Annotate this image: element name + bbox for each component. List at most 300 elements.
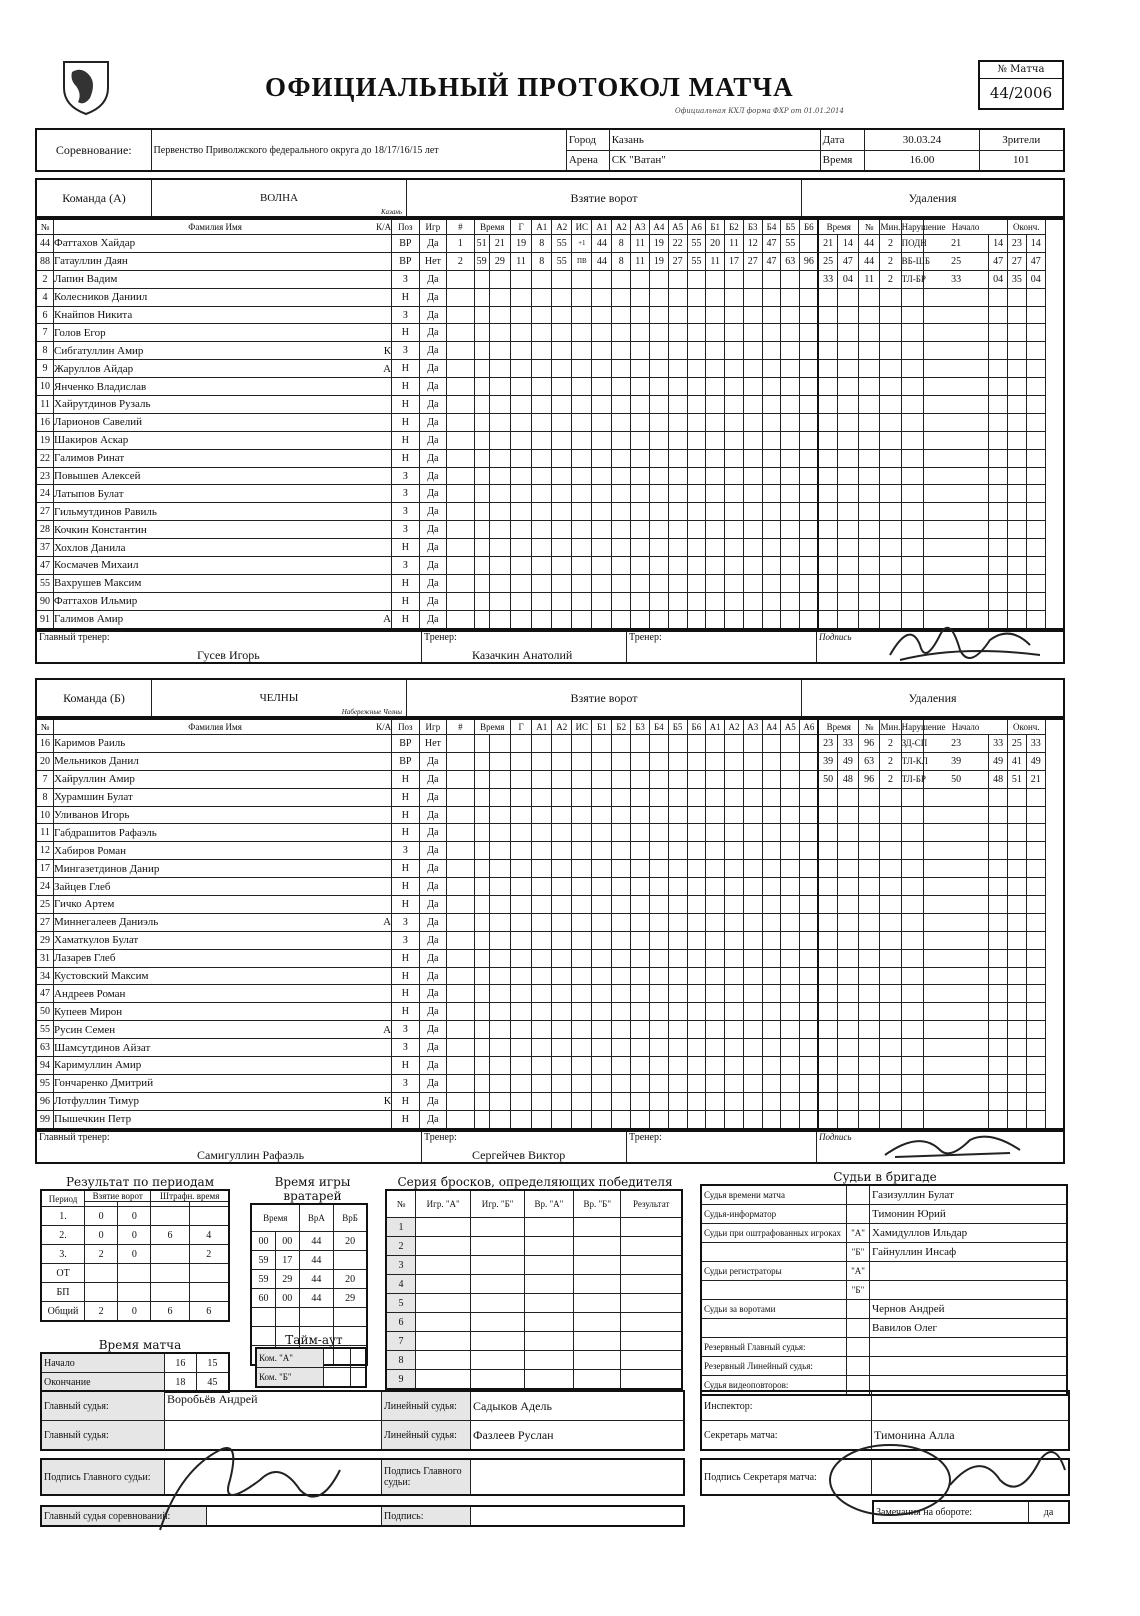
- goal-on-ice: [687, 467, 706, 485]
- goal-on-ice: [743, 931, 762, 949]
- referee-name: Чернов Андрей: [870, 1300, 1068, 1319]
- referee-name: [870, 1338, 1068, 1357]
- goal-on-ice: [631, 806, 650, 824]
- goal-on-ice: [743, 413, 762, 431]
- goal-on-ice: [612, 949, 631, 967]
- goal-on-ice: [631, 1021, 650, 1039]
- goalie-a-header: ВрА: [299, 1204, 334, 1232]
- goal-is: [572, 806, 592, 824]
- goal-on-ice: [687, 449, 706, 467]
- goal-ss: [489, 610, 510, 628]
- goal-on-ice: [743, 1074, 762, 1092]
- goal-on-ice: 47: [762, 235, 781, 253]
- goal-on-ice: [800, 270, 819, 288]
- player-name-cell: [54, 985, 392, 1003]
- goal-g: [510, 610, 531, 628]
- goal-on-ice: [706, 431, 725, 449]
- goal-a1: [532, 378, 552, 396]
- player-pos: З: [392, 557, 420, 575]
- goal-n: [447, 270, 475, 288]
- pen-start-ss: [989, 413, 1008, 431]
- goal-on-ice: 8: [612, 235, 631, 253]
- h-pen-min: Мин.: [880, 719, 901, 735]
- player-ka: А: [383, 613, 392, 626]
- goal-on-ice: [668, 396, 687, 414]
- goal-g: [510, 449, 531, 467]
- head-coach-name: Самигуллин Рафаэль: [197, 1147, 305, 1162]
- goal-on-ice: [706, 967, 725, 985]
- goal-on-ice: [612, 985, 631, 1003]
- pen-end-mm: [1008, 931, 1027, 949]
- goal-on-ice: 44: [592, 235, 612, 253]
- goal-on-ice: [649, 770, 668, 788]
- goal-n: [447, 985, 475, 1003]
- goal-is: [572, 878, 592, 896]
- goal-on-ice: [781, 396, 800, 414]
- team_b-header-bar: [35, 678, 1065, 718]
- goal-on-ice: [762, 1057, 781, 1075]
- goal-on-ice: [592, 1003, 612, 1021]
- player-play: Да: [419, 306, 447, 324]
- h-hash: #: [447, 719, 475, 735]
- goal-on-ice: [592, 449, 612, 467]
- goal-on-ice: [706, 770, 725, 788]
- goal-on-ice: [781, 574, 800, 592]
- referee-side: "Б": [847, 1281, 870, 1300]
- goal-g: [510, 574, 531, 592]
- pen-start-mm: [924, 324, 989, 342]
- goalie-ss: [275, 1308, 299, 1327]
- pen-start-mm: [924, 574, 989, 592]
- player-number: 27: [36, 913, 54, 931]
- goal-on-ice: [631, 1074, 650, 1092]
- goal-on-ice: [800, 503, 819, 521]
- match-start-label: Начало: [41, 1353, 165, 1373]
- goalie-a: [299, 1308, 334, 1327]
- period-name: ОТ: [41, 1264, 85, 1283]
- goal-a1: [532, 592, 552, 610]
- player-name-cell: [54, 413, 392, 431]
- form-subtitle: Официальная КХЛ форма ФХР от 01.01.2014: [675, 107, 844, 115]
- goal-on-ice: [668, 270, 687, 288]
- goal-ss: [489, 485, 510, 503]
- referee-role: Резервный Линейный судья:: [701, 1357, 847, 1376]
- pen-ss: 33: [837, 735, 858, 753]
- pen-ss: [837, 985, 858, 1003]
- period-pim-a: [151, 1283, 189, 1302]
- match-end-label: Окончание: [41, 1373, 165, 1393]
- coach-label: Тренер:: [424, 631, 457, 643]
- pen-inf: [901, 467, 924, 485]
- goal-on-ice: [725, 1092, 744, 1110]
- pen-num: [859, 949, 880, 967]
- goal-n: [447, 485, 475, 503]
- goal-ss: [489, 324, 510, 342]
- player-play: Да: [419, 896, 447, 914]
- player-number: 55: [36, 1021, 54, 1039]
- goal-ss: [489, 539, 510, 557]
- goal-on-ice: [649, 878, 668, 896]
- h-a1: А1: [532, 219, 552, 235]
- goal-ss: 29: [489, 252, 510, 270]
- pen-min: [880, 1092, 901, 1110]
- linesman-label-2: Линейный судья:: [382, 1421, 471, 1451]
- goal-on-ice: [800, 860, 819, 878]
- goal-n: [447, 610, 475, 628]
- goal-on-ice: [762, 1074, 781, 1092]
- player-number: 10: [36, 378, 54, 396]
- goal-a1: [532, 1057, 552, 1075]
- player-number: 9: [36, 360, 54, 378]
- player-name-cell: [54, 592, 392, 610]
- player-name: Лапин Вадим: [54, 273, 118, 286]
- goalie-row: [251, 1270, 367, 1289]
- city-label: Город: [566, 129, 609, 150]
- h-hash: #: [447, 219, 475, 235]
- shootout-row: [386, 1332, 682, 1351]
- pen-inf: [901, 360, 924, 378]
- pen-mm: [818, 1074, 837, 1092]
- player-name-cell: [54, 913, 392, 931]
- h-pen-time: Время: [818, 719, 858, 735]
- goal-on-ice: [706, 288, 725, 306]
- pen-end-mm: [1008, 449, 1027, 467]
- goal-on-ice: [743, 396, 762, 414]
- time-value: 16.00: [865, 150, 979, 171]
- player-row: [36, 503, 1064, 521]
- player-number: 24: [36, 878, 54, 896]
- goal-on-ice: [706, 1039, 725, 1057]
- goal-is: [572, 396, 592, 414]
- pen-end-mm: [1008, 342, 1027, 360]
- goal-on-ice: [631, 467, 650, 485]
- referee-role: [701, 1281, 847, 1300]
- player-number: 8: [36, 788, 54, 806]
- goal-a2: [552, 788, 572, 806]
- goal-on-ice: [800, 1092, 819, 1110]
- goal-on-ice: [668, 610, 687, 628]
- referee-name: [870, 1281, 1068, 1300]
- goal-on-ice: 11: [631, 252, 650, 270]
- goal-on-ice: [631, 503, 650, 521]
- goal-a2: [552, 378, 572, 396]
- shootout-n-header: №: [386, 1190, 416, 1218]
- player-row: [36, 1003, 1064, 1021]
- goal-on-ice: [668, 985, 687, 1003]
- pen-mm: 50: [818, 770, 837, 788]
- goal-ss: 21: [489, 235, 510, 253]
- goal-on-ice: [743, 806, 762, 824]
- goal-n: [447, 288, 475, 306]
- player-row: [36, 824, 1064, 842]
- pen-start-mm: 50: [924, 770, 989, 788]
- period-name: БП: [41, 1283, 85, 1302]
- goal-a2: [552, 521, 572, 539]
- goal-ss: [489, 931, 510, 949]
- goal-mm: [474, 485, 489, 503]
- goal-is: [572, 1057, 592, 1075]
- pen-inf: [901, 396, 924, 414]
- goal-g: [510, 788, 531, 806]
- pen-end-ss: [1026, 485, 1045, 503]
- player-pos: Н: [392, 378, 420, 396]
- goal-on-ice: [706, 949, 725, 967]
- goal-on-ice: [706, 574, 725, 592]
- pen-end-ss: [1026, 1057, 1045, 1075]
- referee-side: [847, 1338, 870, 1357]
- goal-on-ice: [762, 539, 781, 557]
- period-goals-b: 0: [118, 1302, 151, 1322]
- goal-on-ice: [781, 413, 800, 431]
- goal-on-ice: [668, 824, 687, 842]
- pen-start-ss: [989, 949, 1008, 967]
- goal-on-ice: [631, 1110, 650, 1128]
- goal-ss: [489, 1021, 510, 1039]
- goal-ss: [489, 270, 510, 288]
- player-name: Повышев Алексей: [54, 470, 141, 483]
- goal-on-ice: [649, 306, 668, 324]
- goal-on-ice: [781, 752, 800, 770]
- goal-on-ice: [631, 574, 650, 592]
- match-number-label: № Матча: [980, 62, 1062, 79]
- goal-on-ice: [668, 913, 687, 931]
- goal-g: [510, 467, 531, 485]
- goal-on-ice: [800, 610, 819, 628]
- team_a-coach2-cell: [627, 631, 817, 663]
- pen-inf: [901, 324, 924, 342]
- pen-mm: [818, 896, 837, 914]
- pen-end-mm: [1008, 360, 1027, 378]
- pen-inf: [901, 503, 924, 521]
- player-play: Да: [419, 985, 447, 1003]
- pen-start-ss: [989, 378, 1008, 396]
- pen-start-mm: [924, 1092, 989, 1110]
- goal-on-ice: [592, 735, 612, 753]
- competition-value: Первенство Приволжского федерального округа до 18/17/16/15 лет: [151, 129, 566, 171]
- goal-on-ice: [649, 378, 668, 396]
- goal-on-ice: [781, 288, 800, 306]
- goal-on-ice: [668, 1039, 687, 1057]
- player-ka: А: [383, 362, 392, 375]
- pen-mm: [818, 413, 837, 431]
- goal-on-ice: [687, 396, 706, 414]
- goal-a2: [552, 860, 572, 878]
- referee-row: [701, 1224, 1067, 1243]
- goal-on-ice: [800, 235, 819, 253]
- goal-on-ice: [800, 539, 819, 557]
- goal-a2: [552, 396, 572, 414]
- goal-on-ice: [762, 824, 781, 842]
- pen-start-ss: [989, 324, 1008, 342]
- pen-min: [880, 288, 901, 306]
- goal-on-ice: [592, 396, 612, 414]
- pen-num: [859, 1074, 880, 1092]
- goal-on-ice: [612, 752, 631, 770]
- player-name-cell: [54, 806, 392, 824]
- goal-on-ice: [592, 878, 612, 896]
- goal-on-ice: [592, 557, 612, 575]
- goal-on-ice: [725, 949, 744, 967]
- goal-a2: [552, 610, 572, 628]
- page-title: ОФИЦИАЛЬНЫЙ ПРОТОКОЛ МАТЧА: [265, 72, 794, 102]
- pen-ss: [837, 288, 858, 306]
- goal-on-ice: [649, 342, 668, 360]
- goal-on-ice: [687, 1110, 706, 1128]
- goal-a1: [532, 913, 552, 931]
- goal-on-ice: [706, 842, 725, 860]
- player-name-cell: [54, 521, 392, 539]
- goal-on-ice: [706, 557, 725, 575]
- goal-mm: [474, 467, 489, 485]
- goal-on-ice: [612, 485, 631, 503]
- spectators-value: 101: [979, 150, 1064, 171]
- goalie-a: 44: [299, 1270, 334, 1289]
- player-play: Да: [419, 557, 447, 575]
- goal-on-ice: [800, 931, 819, 949]
- player-number: 20: [36, 752, 54, 770]
- goal-on-ice: [706, 592, 725, 610]
- goal-on-ice: [612, 360, 631, 378]
- pen-end-mm: [1008, 788, 1027, 806]
- pen-start-ss: [989, 985, 1008, 1003]
- goal-a2: [552, 913, 572, 931]
- goal-on-ice: [649, 752, 668, 770]
- goal-n: [447, 896, 475, 914]
- player-number: 22: [36, 449, 54, 467]
- goal-on-ice: [592, 503, 612, 521]
- goal-mm: [474, 1021, 489, 1039]
- sig-main-ref-label-2: Подпись Главного судьи:: [382, 1459, 471, 1495]
- shootout-table: [385, 1189, 683, 1390]
- goal-on-ice: [631, 931, 650, 949]
- goal-on-ice: [668, 1110, 687, 1128]
- pen-end-mm: [1008, 396, 1027, 414]
- goal-n: [447, 1021, 475, 1039]
- goal-mm: [474, 557, 489, 575]
- goal-on-ice: [725, 985, 744, 1003]
- pen-end-mm: [1008, 1021, 1027, 1039]
- pen-num: [859, 288, 880, 306]
- goal-on-ice: [687, 324, 706, 342]
- pen-mm: [818, 1057, 837, 1075]
- player-pos: Н: [392, 949, 420, 967]
- shootout-row: [386, 1256, 682, 1275]
- pen-num: 44: [859, 252, 880, 270]
- goal-n: [447, 752, 475, 770]
- pen-end-mm: [1008, 1074, 1027, 1092]
- pen-start-ss: [989, 1039, 1008, 1057]
- goal-on-ice: [687, 824, 706, 842]
- goal-mm: [474, 1003, 489, 1021]
- goal-on-ice: [762, 467, 781, 485]
- period-row: [41, 1302, 229, 1322]
- h-on-ice: А3: [631, 219, 650, 235]
- pen-end-mm: 41: [1008, 752, 1027, 770]
- pen-num: 96: [859, 735, 880, 753]
- pen-start-ss: [989, 342, 1008, 360]
- referee-role: Судьи при оштрафованных игроках: [701, 1224, 847, 1243]
- goal-on-ice: [706, 1057, 725, 1075]
- pen-num: 96: [859, 770, 880, 788]
- team_b-penalties-title: Удаления: [802, 679, 1065, 717]
- goal-a1: [532, 735, 552, 753]
- player-number: 50: [36, 1003, 54, 1021]
- player-play: Да: [419, 1021, 447, 1039]
- goal-on-ice: [800, 824, 819, 842]
- pen-min: [880, 503, 901, 521]
- goal-on-ice: [649, 592, 668, 610]
- referee-role: Судья видеоповторов:: [701, 1376, 847, 1396]
- team_a-header-bar: [35, 178, 1065, 218]
- goal-on-ice: [781, 467, 800, 485]
- goal-on-ice: [668, 1092, 687, 1110]
- pen-min: [880, 967, 901, 985]
- player-name-cell: [54, 467, 392, 485]
- coach2-label: Тренер:: [629, 1131, 662, 1143]
- pen-inf: [901, 431, 924, 449]
- h-on-ice: А1: [706, 719, 725, 735]
- goal-on-ice: [800, 324, 819, 342]
- goal-on-ice: [612, 467, 631, 485]
- goal-on-ice: [743, 824, 762, 842]
- goal-on-ice: [725, 824, 744, 842]
- h-on-ice: Б4: [762, 219, 781, 235]
- goal-on-ice: [631, 860, 650, 878]
- goal-n: [447, 342, 475, 360]
- goal-on-ice: [762, 985, 781, 1003]
- pen-mm: [818, 860, 837, 878]
- goal-ss: [489, 288, 510, 306]
- pen-min: [880, 788, 901, 806]
- goal-on-ice: [725, 860, 744, 878]
- goal-mm: [474, 752, 489, 770]
- goal-a1: [532, 288, 552, 306]
- goal-a1: [532, 967, 552, 985]
- goal-on-ice: [687, 574, 706, 592]
- player-row: [36, 931, 1064, 949]
- goal-g: [510, 931, 531, 949]
- goal-on-ice: [631, 824, 650, 842]
- goal-on-ice: [762, 735, 781, 753]
- coach-label: Тренер:: [424, 1131, 457, 1143]
- team_b-label: Команда (Б): [36, 679, 152, 717]
- pen-end-mm: 25: [1008, 735, 1027, 753]
- pen-end-ss: 04: [1026, 270, 1045, 288]
- goal-n: [447, 557, 475, 575]
- pen-start-mm: [924, 949, 989, 967]
- goal-is: [572, 752, 592, 770]
- period-row: [41, 1207, 229, 1226]
- goal-on-ice: [631, 896, 650, 914]
- pen-num: 63: [859, 752, 880, 770]
- player-name: Хабиров Роман: [54, 844, 127, 857]
- goal-on-ice: [725, 324, 744, 342]
- pen-end-ss: 47: [1026, 252, 1045, 270]
- goal-on-ice: [687, 360, 706, 378]
- goal-on-ice: [743, 913, 762, 931]
- pen-ss: [837, 1092, 858, 1110]
- goal-on-ice: [592, 949, 612, 967]
- team-b-signature-icon: [880, 1125, 1030, 1165]
- goal-on-ice: [706, 306, 725, 324]
- pen-mm: [818, 1003, 837, 1021]
- goal-is: [572, 574, 592, 592]
- signature-label: Подпись: [819, 631, 852, 642]
- period-name: Общий: [41, 1302, 85, 1322]
- goal-on-ice: [687, 413, 706, 431]
- player-name-cell: [54, 1092, 392, 1110]
- pen-start-ss: [989, 788, 1008, 806]
